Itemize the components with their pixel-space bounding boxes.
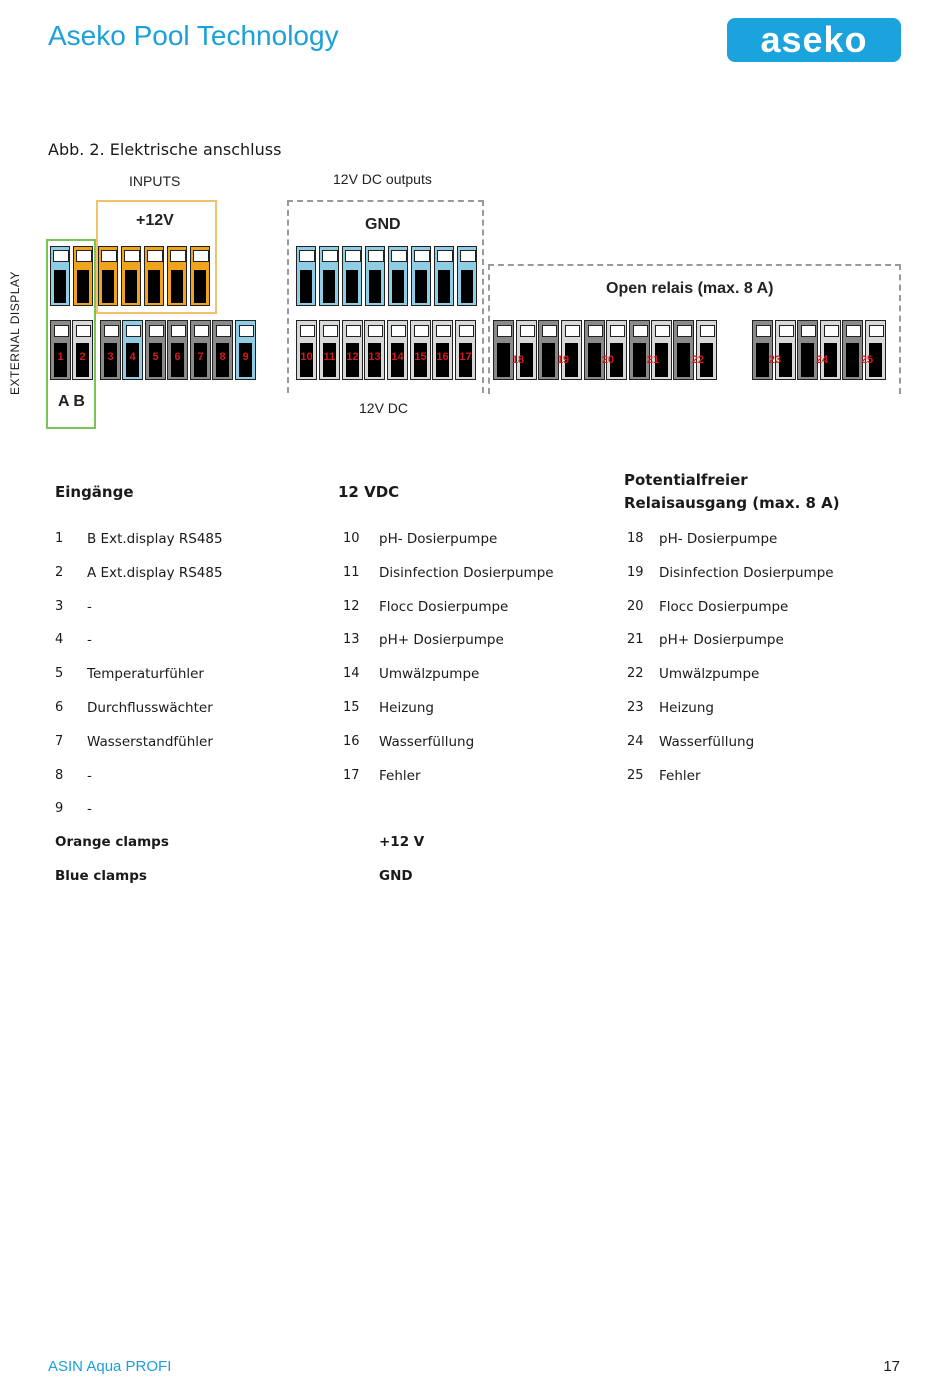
input-pin-number: 2 bbox=[55, 564, 64, 580]
figure-caption: Abb. 2. Elektrische anschluss bbox=[48, 140, 282, 159]
terminal-number: 19 bbox=[556, 354, 570, 366]
input-pin-number: 9 bbox=[55, 801, 64, 817]
relay-clamp bbox=[629, 320, 650, 380]
gnd-label: GND bbox=[365, 216, 401, 233]
relay-pin-number: 21 bbox=[627, 632, 644, 648]
terminal-clamp bbox=[319, 320, 340, 380]
terminal-clamp bbox=[190, 320, 211, 380]
terminal-number: 11 bbox=[323, 351, 336, 363]
relay-clamp bbox=[651, 320, 672, 380]
top-clamp bbox=[411, 246, 431, 306]
terminal-number: 13 bbox=[368, 351, 381, 363]
dc-pin-function: Fehler bbox=[379, 767, 421, 784]
dc-outputs-label: 12V DC outputs bbox=[333, 171, 432, 187]
relay-pin-function: Flocc Dosierpumpe bbox=[659, 598, 789, 615]
relay-pin-function: pH+ Dosierpumpe bbox=[659, 632, 784, 649]
terminal-clamp bbox=[455, 320, 476, 380]
dc-pin-number: 12 bbox=[343, 598, 360, 614]
terminal-number: 1 bbox=[57, 351, 64, 363]
relay-pin-number: 19 bbox=[627, 564, 644, 580]
top-clamp bbox=[342, 246, 362, 306]
input-pin-number: 4 bbox=[55, 632, 64, 648]
top-clamp bbox=[388, 246, 408, 306]
top-clamp bbox=[98, 246, 118, 306]
relay-pin-function: Heizung bbox=[659, 700, 714, 716]
relay-pin-number: 18 bbox=[627, 531, 644, 546]
terminal-number: 24 bbox=[815, 354, 829, 366]
dc-pin-function: Flocc Dosierpumpe bbox=[379, 598, 509, 615]
col2-header: 12 VDC bbox=[338, 483, 400, 501]
relay-clamp bbox=[538, 320, 559, 380]
aseko-logo: aseko bbox=[727, 18, 901, 62]
top-clamp bbox=[296, 246, 316, 306]
terminal-clamp bbox=[212, 320, 233, 380]
top-clamp bbox=[457, 246, 477, 306]
dc-pin-function: Wasserfüllung bbox=[379, 733, 475, 750]
relay-pin-number: 23 bbox=[627, 700, 644, 715]
terminal-number: 6 bbox=[174, 351, 181, 363]
dc-pin-number: 16 bbox=[343, 733, 360, 749]
relay-clamp bbox=[842, 320, 863, 380]
relay-pin-number: 20 bbox=[627, 598, 644, 614]
top-clamp bbox=[167, 246, 187, 306]
input-pin-function: - bbox=[87, 767, 92, 784]
input-pin-number: 1 bbox=[55, 531, 64, 546]
terminal-number: 9 bbox=[242, 351, 249, 363]
terminal-clamp bbox=[387, 320, 408, 380]
input-pin-function: A Ext.display RS485 bbox=[87, 564, 223, 581]
relay-clamp bbox=[493, 320, 514, 380]
relay-clamp bbox=[561, 320, 582, 380]
dc-bottom-label: 12V DC bbox=[359, 400, 409, 416]
input-pin-function: - bbox=[87, 598, 92, 615]
input-pin-number: 5 bbox=[55, 666, 64, 682]
input-pin-function: Temperaturfühler bbox=[87, 666, 204, 683]
relay-clamp bbox=[752, 320, 773, 380]
inputs-label: INPUTS bbox=[129, 173, 181, 189]
dc-pin-number: 17 bbox=[343, 767, 360, 783]
relay-pin-number: 24 bbox=[627, 733, 644, 749]
dc-pin-number: 14 bbox=[343, 666, 360, 682]
terminal-clamp bbox=[122, 320, 143, 380]
input-pin-function: Wasserstandfühler bbox=[87, 733, 213, 750]
page-number: 17 bbox=[883, 1358, 900, 1375]
terminal-number: 3 bbox=[107, 351, 114, 363]
relay-pin-function: Fehler bbox=[659, 767, 701, 784]
terminal-number: 20 bbox=[601, 354, 615, 366]
terminal-number: 21 bbox=[646, 354, 660, 366]
relay-pin-number: 25 bbox=[627, 767, 644, 783]
dc-pin-number: 13 bbox=[343, 632, 360, 648]
col1-header: Eingänge bbox=[55, 483, 134, 501]
terminal-number: 18 bbox=[511, 354, 525, 366]
dc-pin-function: pH+ Dosierpumpe bbox=[379, 632, 504, 649]
relay-clamp bbox=[673, 320, 694, 380]
ab-label: A B bbox=[58, 393, 85, 410]
relay-clamp bbox=[820, 320, 841, 380]
legend-label: Orange clamps bbox=[55, 834, 169, 850]
dc-pin-function: Heizung bbox=[379, 700, 434, 716]
dc-pin-function: Disinfection Dosierpumpe bbox=[379, 564, 554, 581]
terminal-number: 14 bbox=[391, 351, 404, 363]
terminal-number: 22 bbox=[691, 354, 705, 366]
legend-label: Blue clamps bbox=[55, 867, 147, 884]
footer-product: ASIN Aqua PROFI bbox=[48, 1358, 172, 1375]
input-pin-number: 8 bbox=[55, 767, 64, 783]
legend-value: GND bbox=[379, 867, 413, 884]
terminal-clamp bbox=[50, 320, 71, 380]
col3-header-line2: Relaisausgang (max. 8 A) bbox=[624, 494, 840, 512]
terminal-clamp bbox=[364, 320, 385, 380]
relay-clamp bbox=[865, 320, 886, 380]
terminal-number: 5 bbox=[152, 351, 159, 363]
relay-pin-function: Disinfection Dosierpumpe bbox=[659, 564, 834, 581]
dc-pin-function: pH- Dosierpumpe bbox=[379, 531, 498, 547]
terminal-clamp bbox=[432, 320, 453, 380]
legend-value: +12 V bbox=[379, 834, 425, 850]
relay-clamp bbox=[696, 320, 717, 380]
terminal-number: 2 bbox=[79, 351, 86, 363]
relay-pin-function: pH- Dosierpumpe bbox=[659, 531, 778, 547]
input-pin-number: 6 bbox=[55, 700, 64, 715]
top-clamp bbox=[319, 246, 339, 306]
terminal-clamp bbox=[296, 320, 317, 380]
relay-clamp bbox=[797, 320, 818, 380]
top-clamp bbox=[190, 246, 210, 306]
terminal-number: 17 bbox=[459, 351, 472, 363]
brand-title: Aseko Pool Technology bbox=[48, 20, 339, 51]
terminal-number: 15 bbox=[414, 351, 427, 363]
terminal-number: 8 bbox=[219, 351, 226, 363]
top-clamp bbox=[73, 246, 93, 306]
terminal-number: 7 bbox=[197, 351, 204, 363]
dc-pin-number: 15 bbox=[343, 700, 360, 715]
dc-pin-function: Umwälzpumpe bbox=[379, 666, 480, 683]
dc-pin-number: 10 bbox=[343, 531, 360, 546]
terminal-number: 10 bbox=[300, 351, 313, 363]
terminal-clamp bbox=[342, 320, 363, 380]
relay-pin-function: Umwälzpumpe bbox=[659, 666, 760, 683]
top-clamp bbox=[50, 246, 70, 306]
relay-clamp bbox=[516, 320, 537, 380]
input-pin-function: B Ext.display RS485 bbox=[87, 531, 223, 547]
relay-pin-number: 22 bbox=[627, 666, 644, 682]
input-pin-number: 7 bbox=[55, 733, 64, 749]
input-pin-function: - bbox=[87, 632, 92, 649]
terminal-clamp bbox=[167, 320, 188, 380]
input-pin-function: - bbox=[87, 801, 92, 818]
top-clamp bbox=[434, 246, 454, 306]
terminal-number: 16 bbox=[436, 351, 449, 363]
terminal-clamp bbox=[235, 320, 256, 380]
dc-pin-number: 11 bbox=[343, 564, 360, 580]
terminal-number: 25 bbox=[860, 354, 874, 366]
input-pin-function: Durchflusswächter bbox=[87, 700, 213, 716]
top-clamp bbox=[121, 246, 141, 306]
top-clamp bbox=[365, 246, 385, 306]
plus12v-label: +12V bbox=[136, 212, 174, 229]
relay-clamp bbox=[606, 320, 627, 380]
col3-header bbox=[624, 469, 840, 515]
input-pin-number: 3 bbox=[55, 598, 64, 614]
col3-header-line1: Potentialfreier bbox=[624, 471, 748, 489]
top-clamp bbox=[144, 246, 164, 306]
relay-clamp bbox=[584, 320, 605, 380]
terminal-number: 12 bbox=[346, 351, 359, 363]
terminal-number: 4 bbox=[129, 351, 136, 363]
terminal-clamp bbox=[145, 320, 166, 380]
relay-clamp bbox=[775, 320, 796, 380]
terminal-clamp bbox=[100, 320, 121, 380]
terminal-number: 23 bbox=[768, 354, 782, 366]
terminal-clamp bbox=[410, 320, 431, 380]
external-display-label: EXTERNAL DISPLAY bbox=[8, 270, 22, 396]
terminal-clamp bbox=[72, 320, 93, 380]
relay-label: Open relais (max. 8 A) bbox=[606, 280, 774, 297]
relay-pin-function: Wasserfüllung bbox=[659, 733, 755, 750]
